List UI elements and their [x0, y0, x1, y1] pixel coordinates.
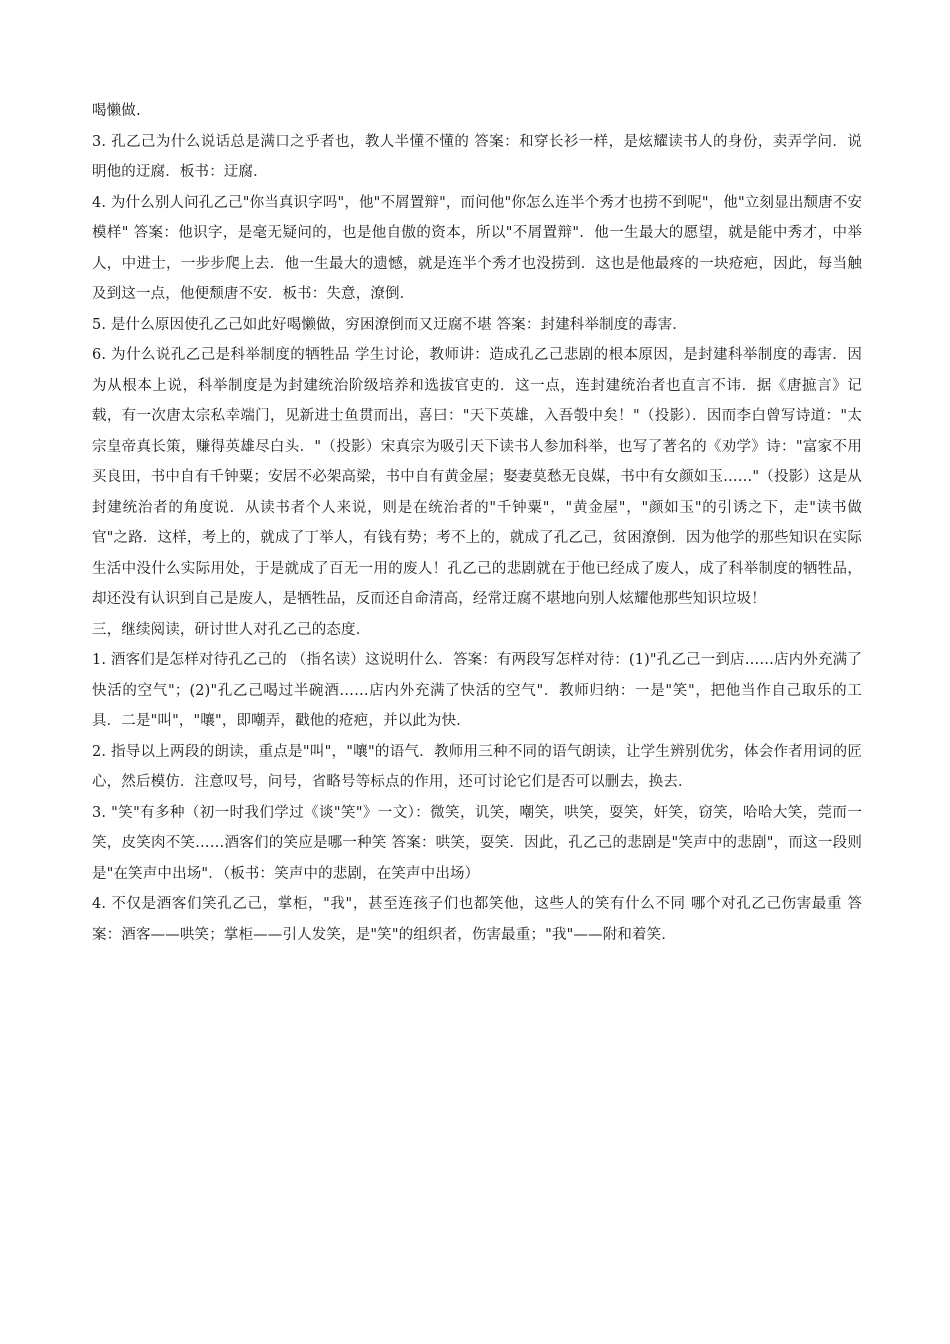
paragraph-question-6: 6. 为什么说孔乙己是科举制度的牺牲品 学生讨论，教师讲：造成孔乙己悲剧的根本原因，是封建科举制度的毒害．因为从根本上说，科举制度是为封建统治阶级培养和选拔官吏的．这一点，连封建统治者也直言不讳．据《唐摭言》记载，有一次唐太宗私幸端门，见新进士鱼贯而出，喜曰："天下英雄，入吾彀中矣！"（投影）．因而李白曾写诗道："太宗皇帝真长策，赚得英雄尽白头．"（投影）宋真宗为吸引天下读书人参加科举，也写了著名的《劝学》诗："富家不用买良田，书中自有千钟粟；安居不必架高梁，书中自有黄金屋；娶妻莫愁无良媒，书中有女颜如玉……"（投影）这是从封建统治者的角度说．从读书者个人来说，则是在统治者的"千钟粟"，"黄金屋"，"颜如玉"的引诱之下，走"读书做官"之路．这样，考上的，就成了丁举人，有钱有势；考不上的，就成了孔乙己，贫困潦倒．因为他学的那些知识在实际生活中没什么实际用处，于是就成了百无一用的废人！孔乙己的悲剧就在于他已经成了废人，成了科举制度的牺牲品，却还没有认识到自己是废人，是牺牲品，反而还自命清高，经常迂腐不堪地向别人炫耀他那些知识垃圾！: [92, 347, 862, 607]
paragraph-continuation: 喝懒做.: [92, 103, 141, 119]
paragraph-item-4: 4. 不仅是酒客们笑孔乙己，掌柜，"我"，甚至连孩子们也都笑他，这些人的笑有什么不同 哪个对孔乙己伤害最重 答案：酒客——哄笑；掌柜——引人发笑，是"笑"的组织者，伤害最重；"我"——附和着笑．: [92, 896, 862, 943]
paragraph-item-2: 2. 指导以上两段的朗读，重点是"叫"，"嚷"的语气．教师用三种不同的语气朗读，让学生辨别优劣，体会作者用词的匠心，然后模仿．注意叹号，问号，省略号等标点的作用，还可讨论它们是否可以删去，换去．: [92, 743, 862, 790]
paragraph-item-1: 1. 酒客们是怎样对待孔乙己的 （指名读）这说明什么．答案：有两段写怎样对待：(1)"孔乙己一到店……店内外充满了快活的空气"；(2)"孔乙己喝过半碗酒……店内外充满了快活的空气"．教师归纳：一是"笑"，把他当作自己取乐的工具．二是"叫"，"嚷"，即嘲弄，戳他的疮疤，并以此为快．: [92, 652, 862, 729]
section-heading-3: 三，继续阅读，研讨世人对孔乙己的态度．: [92, 621, 371, 638]
document-body: [92, 96, 862, 950]
paragraph-question-5: 5. 是什么原因使孔乙己如此好喝懒做，穷困潦倒而又迂腐不堪 答案：封建科举制度的毒害．: [92, 316, 687, 333]
paragraph-item-3: 3. "笑"有多种（初一时我们学过《谈"笑"》一文）：微笑，讥笑，嘲笑，哄笑，耍笑，奸笑，窃笑，哈哈大笑，莞而一笑，皮笑肉不笑……酒客们的笑应是哪一种笑 答案：哄笑，耍笑．因此，孔乙己的悲剧是"笑声中的悲剧"，而这一段则是"在笑声中出场"．（板书：笑声中的悲剧，在笑声中出场）: [92, 804, 862, 882]
paragraph-question-4: 4. 为什么别人问孔乙己"你当真识字吗"，他"不屑置辩"，而问他"你怎么连半个秀才也捞不到呢"，他"立刻显出颓唐不安模样" 答案：他识字，是毫无疑问的，也是他自傲的资本，所以"不屑置辩"．他一生最大的愿望，就是能中秀才，中举人，中进士，一步步爬上去．他一生最大的遗憾，就是连半个秀才也没捞到．这也是他最疼的一块疮疤，因此，每当触及到这一点，他便颓唐不安．板书：失意，潦倒．: [92, 194, 862, 302]
paragraph-question-3: 3. 孔乙己为什么说话总是满口之乎者也，教人半懂不懂的 答案：和穿长衫一样，是炫耀读书人的身份，卖弄学问．说明他的迂腐．板书：迂腐．: [92, 133, 862, 180]
